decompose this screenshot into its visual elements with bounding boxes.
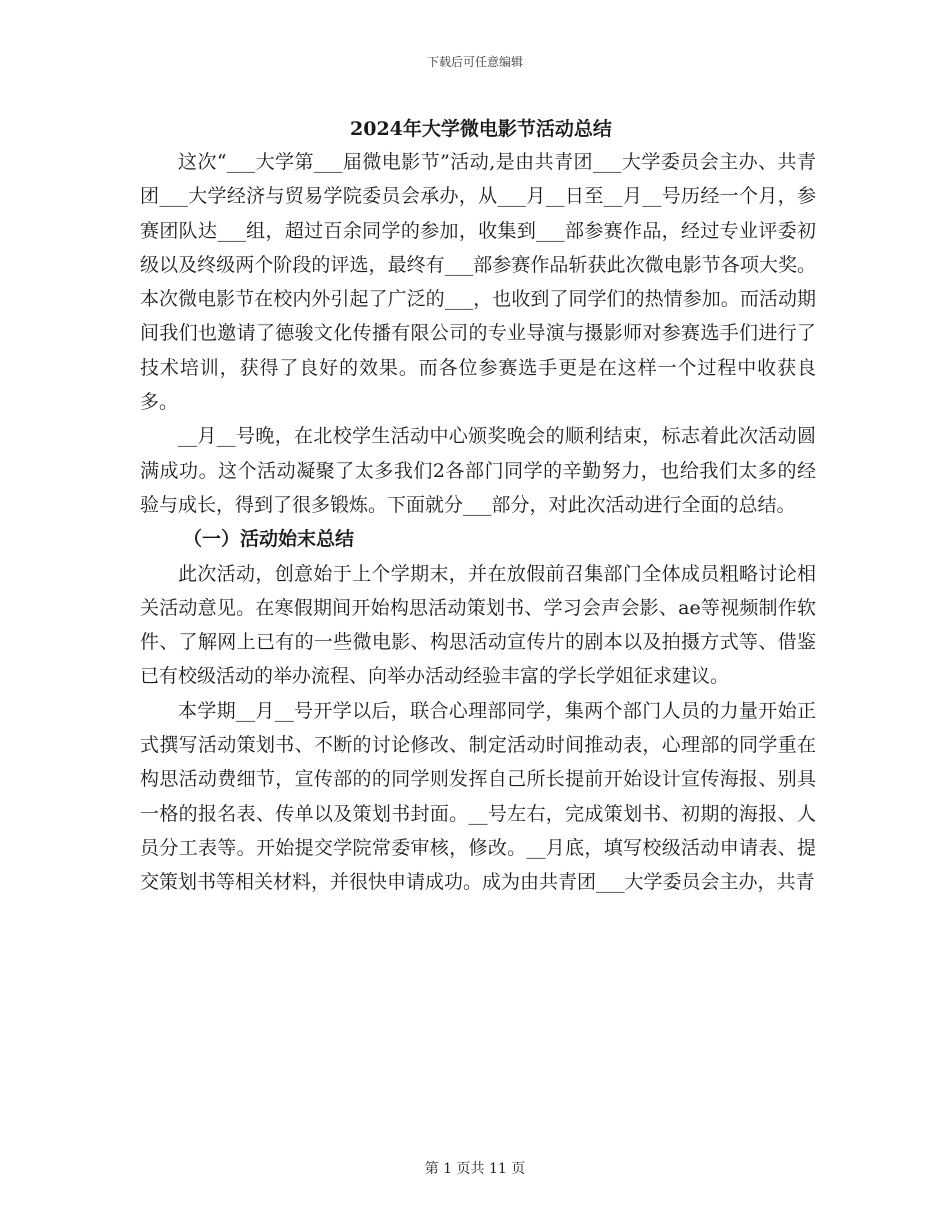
header-note: 下载后可任意编辑	[426, 55, 523, 69]
document-title: 2024年大学微电影节活动总结	[350, 118, 612, 140]
document-body	[140, 145, 816, 900]
paragraph-semester: 本学期__月__号开学以后，联合心理部同学，集两个部门人员的力量开始正式撰写活动策划书、不断的讨论修改、制定活动时间推动表，心理部的同学重在构思活动费细节，宣传部的的同学则发挥自己所长提前开始设计宣传海报、别具一格的报名表、传单以及策划书封面。__号左右，完成策划书、初期的海报、人员分工表等。开始提交学院常委审核，修改。__月底，填写校级活动申请表、提交策划书等相关材料，并很快申请成功。成为由共青团___大学委员会主办，共青	[140, 699, 816, 894]
page-footer: 第 1 页共 11 页	[424, 1161, 526, 1177]
section-heading: （一）活动始末总结	[183, 528, 355, 551]
paragraph-intro: 这次“___大学第___届微电影节”活动,是由共青团___大学委员会主办、共青团___大学经济与贸易学院委员会承办，从___月__日至__月__号历经一个月，参赛团队达___组，超过百余同学的参加，收集到___部参赛作品，经过专业评委初级以及终级两个阶段的评选，最终有___部参赛作品斩获此次微电影节各项大奖。本次微电影节在校内外引起了广泛的___，也收到了同学们的热情参加。而活动期间我们也邀请了德骏文化传播有限公司的专业导演与摄影师对参赛选手们进行了技术培训，获得了良好的效果。而各位参赛选手更是在这样一个过程中收获良多。	[140, 151, 816, 414]
paragraph-planning: 此次活动，创意始于上个学期末，并在放假前召集部门全体成员粗略讨论相关活动意见。在寒假期间开始构思活动策划书、学习会声会影、ae等视频制作软件、了解网上已有的一些微电影、构思活动宣传片的剧本以及拍摄方式等、借鉴已有校级活动的举办流程、向举办活动经验丰富的学长学姐征求建议。	[140, 562, 816, 688]
paragraph-conclusion: __月__号晚，在北校学生活动中心颁奖晚会的顺利结束，标志着此次活动圆满成功。这个活动凝聚了太多我们2各部门同学的辛勤努力，也给我们太多的经验与成长，得到了很多锻炼。下面就分___部分，对此次活动进行全面的总结。	[140, 425, 816, 516]
